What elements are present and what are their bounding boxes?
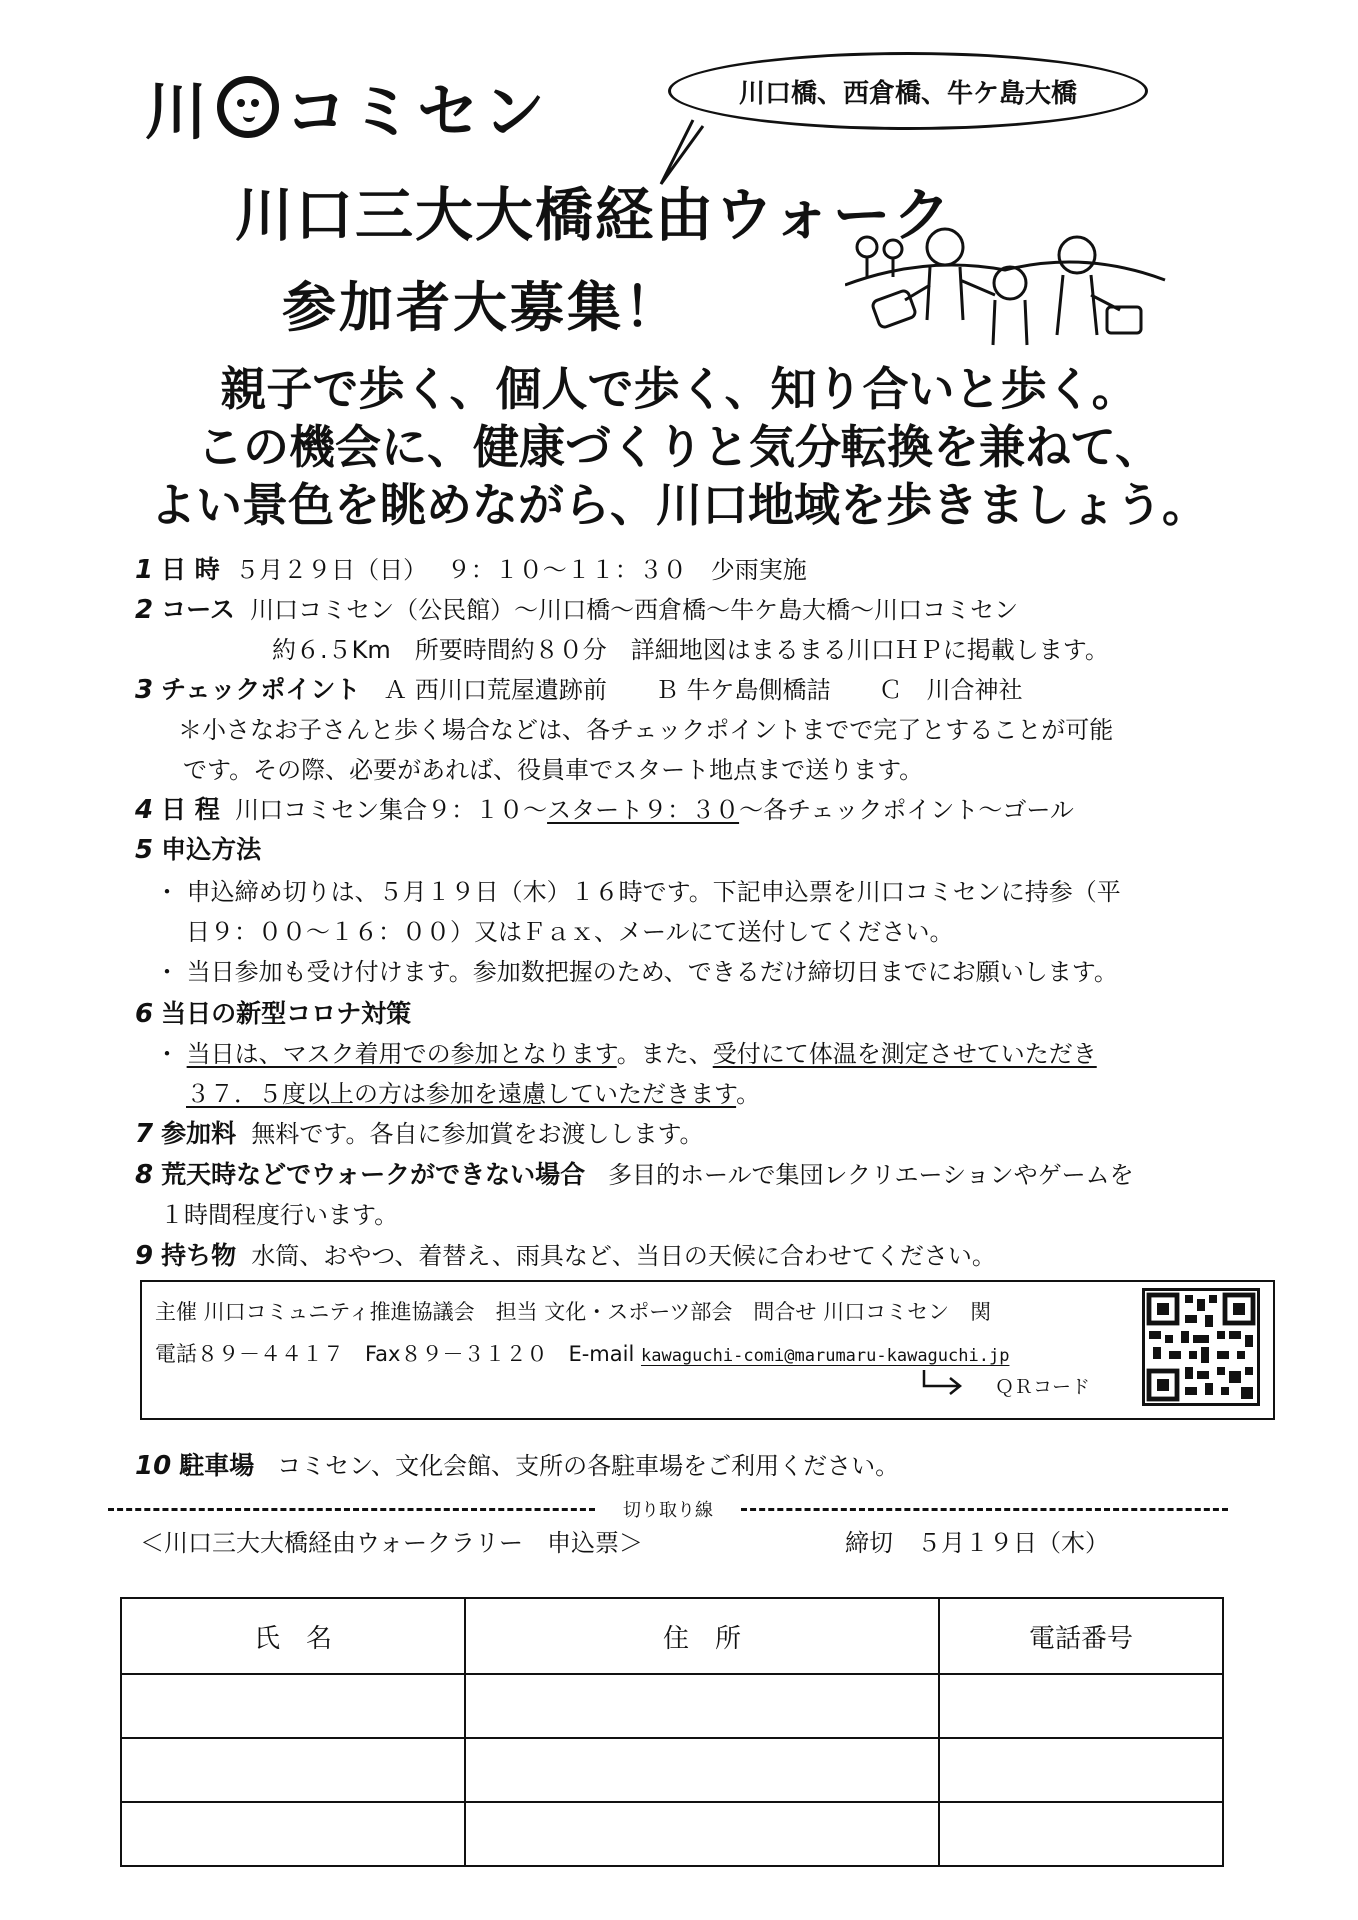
phone-cell[interactable] xyxy=(939,1674,1223,1738)
qr-label: ＱＲコード xyxy=(995,1376,1091,1398)
header-name: 氏 名 xyxy=(121,1598,465,1674)
item-parking xyxy=(135,1446,899,1482)
bubble-text: 川口橋、西倉橋、牛ケ島大橋 xyxy=(738,78,1077,109)
logo-text-left: 川 xyxy=(145,75,212,148)
covid-text: 。また、 xyxy=(616,1040,713,1068)
phone-cell[interactable] xyxy=(939,1738,1223,1802)
item-rain xyxy=(135,1155,1134,1191)
item-number: 8 xyxy=(135,1160,154,1190)
speech-bubble xyxy=(668,52,1148,130)
apply-bullet-2: ・ 当日参加も受け付けます。参加数把握のため、できるだけ締切日までにお願いします。 xyxy=(155,958,1118,986)
item-number: 6 xyxy=(135,999,154,1029)
name-cell[interactable] xyxy=(121,1674,465,1738)
item-text: コミセン、文化会館、支所の各駐車場をご利用ください。 xyxy=(277,1452,900,1480)
name-cell[interactable] xyxy=(121,1802,465,1866)
qr-code[interactable] xyxy=(1142,1288,1260,1406)
course-detail: 約６.５Km 所要時間約８０分 詳細地図はまるまる川口ＨＰに掲載します。 xyxy=(272,636,1109,664)
form-deadline: 締切 ５月１９日（木） xyxy=(845,1529,1109,1557)
table-row xyxy=(121,1674,1223,1738)
table-header-row xyxy=(121,1598,1223,1674)
smiley-face-icon xyxy=(217,76,279,138)
dashed-divider xyxy=(108,1508,595,1511)
item-number: 10 xyxy=(135,1451,172,1481)
item-label: 日 時 xyxy=(161,555,220,584)
item-label: 当日の新型コロナ対策 xyxy=(161,999,412,1028)
contact-phone-line xyxy=(155,1338,1009,1368)
item-label: 参加料 xyxy=(161,1119,237,1148)
form-title: ＜川口三大大橋経由ウォークラリー 申込票＞ xyxy=(140,1529,644,1557)
covid-bullet: ・ 当日は、マスク着用での参加となります。また、受付にて体温を測定させていただき xyxy=(155,1040,1097,1068)
application-form-table xyxy=(120,1597,1224,1867)
header-phone: 電話番号 xyxy=(939,1598,1223,1674)
address-cell[interactable] xyxy=(465,1738,939,1802)
table-row xyxy=(121,1802,1223,1866)
header-address: 住 所 xyxy=(465,1598,939,1674)
item-covid xyxy=(135,994,411,1030)
arrow-icon xyxy=(920,1368,970,1398)
contact-organizer: 主催 川口コミュニティ推進協議会 担当 文化・スポーツ部会 問合せ 川口コミセン 関 xyxy=(155,1300,992,1324)
apply-bullet-1-cont: 日９：００～１６：００）又はＦａｘ、メールにて送付してください。 xyxy=(186,918,954,946)
logo-text-right: コミセン xyxy=(285,75,550,148)
address-cell[interactable] xyxy=(465,1802,939,1866)
checkpoint-note-1: ＊小さなお子さんと歩く場合などは、各チェックポイントまでで完了とすることが可能 xyxy=(178,716,1114,744)
address-cell[interactable] xyxy=(465,1674,939,1738)
start-time: スタート９：３０ xyxy=(547,796,740,824)
item-date xyxy=(135,550,807,586)
item-schedule xyxy=(135,790,1074,826)
lead-line-1: 親子で歩く、個人で歩く、知り合いと歩く。 xyxy=(220,362,1138,416)
item-number: 3 xyxy=(135,675,154,705)
rain-detail: １時間程度行います。 xyxy=(160,1201,399,1229)
qr-code-icon xyxy=(1145,1291,1257,1403)
item-text: 川口コミセン（公民館）～川口橋～西倉橋～牛ケ島大橋～川口コミセン xyxy=(250,596,1019,624)
covid-text: 。 xyxy=(736,1080,761,1108)
item-text: ５月２９日（日） ９：１０～１１：３０ 少雨実施 xyxy=(235,556,807,584)
item-text: Ａ 西川口荒屋遺跡前 Ｂ 牛ケ島側橋詰 Ｃ 川合神社 xyxy=(383,676,1023,704)
dashed-divider xyxy=(741,1508,1228,1511)
item-label: 持ち物 xyxy=(161,1241,237,1270)
item-course xyxy=(135,590,1018,626)
item-fee xyxy=(135,1114,704,1150)
item-text: 多目的ホールで集団レクリエーションやゲームを xyxy=(608,1161,1134,1189)
item-text: 無料です。各自に参加賞をお渡しします。 xyxy=(251,1120,704,1148)
logo xyxy=(145,62,549,151)
cut-line-label: 切り取り線 xyxy=(623,1500,713,1521)
contact-phone: 電話８９－４４１７ Fax８９－３１２０ E-mail xyxy=(155,1342,635,1366)
item-label: 荒天時などでウォークができない場合 xyxy=(161,1160,586,1189)
lead-line-2: この機会に、健康づくりと気分転換を兼ねて、 xyxy=(197,420,1161,474)
item-label: コース xyxy=(161,595,235,624)
cut-line xyxy=(108,1496,1228,1522)
name-cell[interactable] xyxy=(121,1738,465,1802)
item-text: 水筒、おやつ、着替え、雨具など、当日の天候に合わせてください。 xyxy=(251,1242,996,1270)
lead-line-3: よい景色を眺めながら、川口地域を歩きましょう。 xyxy=(150,478,1208,532)
contact-email-link[interactable]: kawaguchi-comi@marumaru-kawaguchi.jp xyxy=(640,1346,1010,1366)
sub-title: 参加者大募集！ xyxy=(282,276,681,339)
item-number: 9 xyxy=(135,1241,154,1271)
item-label: 日 程 xyxy=(161,795,220,824)
apply-bullet-1: ・ 申込締め切りは、５月１９日（木）１６時です。下記申込票を川口コミセンに持参（平 xyxy=(155,878,1121,906)
item-number: 2 xyxy=(135,595,154,625)
phone-cell[interactable] xyxy=(939,1802,1223,1866)
item-text: ～各チェックポイント～ゴール xyxy=(739,796,1074,824)
item-number: 7 xyxy=(135,1119,154,1149)
family-walking-illustration xyxy=(845,225,1175,365)
item-label: チェックポイント xyxy=(161,675,361,704)
item-apply xyxy=(135,830,261,866)
fever-notice: ３７．５度以上の方は参加を遠慮していただきます xyxy=(186,1080,737,1108)
item-number: 4 xyxy=(135,795,154,825)
temperature-notice: 受付にて体温を測定させていただき xyxy=(712,1040,1097,1068)
table-row xyxy=(121,1738,1223,1802)
item-text: 川口コミセン集合９：１０～ xyxy=(235,796,548,824)
item-number: 1 xyxy=(135,555,154,585)
item-label: 申込方法 xyxy=(161,835,262,864)
item-label: 駐車場 xyxy=(179,1451,255,1480)
item-bring xyxy=(135,1236,996,1272)
covid-bullet-cont xyxy=(186,1074,760,1109)
mask-notice: 当日は、マスク着用での参加となります xyxy=(186,1040,617,1068)
item-number: 5 xyxy=(135,835,154,865)
main-title: 川口三大大橋経由ウォーク xyxy=(235,181,953,249)
checkpoint-note-2: です。その際、必要があれば、役員車でスタート地点まで送ります。 xyxy=(183,756,924,784)
item-checkpoints xyxy=(135,670,1023,706)
